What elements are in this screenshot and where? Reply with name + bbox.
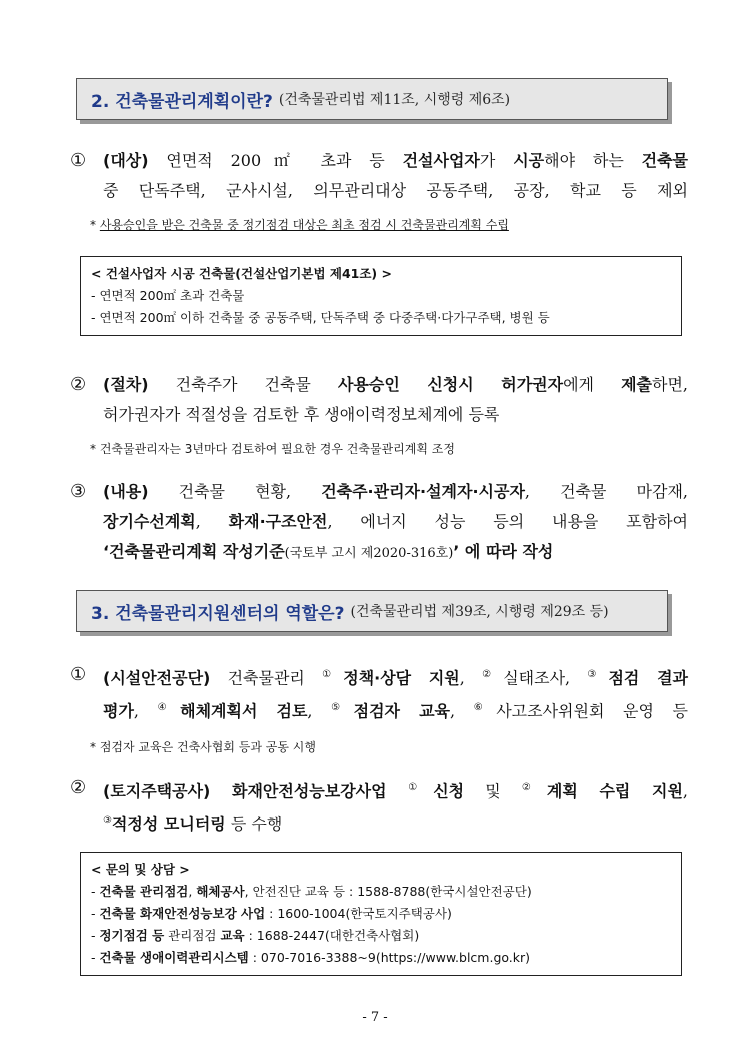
item-line-1: (절차) 건축주가 건축물 사용승인 신청시 허가권자에게 제출하면, bbox=[103, 375, 688, 394]
section-2-subtitle: (건축물관리법 제11조, 시행령 제6조) bbox=[278, 92, 511, 108]
item-number: ① bbox=[70, 664, 87, 685]
item-line-1: (대상) 연면적 200㎡ 초과 등 건설사업자가 시공해야 하는 건축물 bbox=[103, 151, 689, 170]
section-3-note-1: * 점검자 교육은 건축사협회 등과 공동 시행 bbox=[90, 740, 316, 754]
box-header: < 건설사업자 시공 건축물(건설산업기본법 제41조) > bbox=[91, 266, 392, 281]
section-2-title: 2. 건축물관리계획이란? bbox=[91, 91, 273, 112]
item-line-2: 중 단독주택, 군사시설, 의무관리대상 공동주택, 공장, 학교 등 제외 bbox=[103, 181, 688, 200]
item-line-2: 장기수선계획, 화재·구조안전, 에너지 성능 등의 내용을 포함하여 bbox=[103, 512, 689, 531]
contact-row: - 건축물 생애이력관리시스템 : 070-7016-3388~9(https://www.blcm.go.kr) bbox=[91, 950, 531, 965]
item-number: ① bbox=[70, 150, 87, 171]
section-3-item-kistec bbox=[70, 660, 690, 727]
item-number: ② bbox=[70, 777, 87, 798]
item-line-3: ‘건축물관리계획 작성기준(국토부 고시 제2020-316호)’ 에 따라 작성 bbox=[103, 542, 554, 561]
contact-row: - 건축물 관리점검, 해체공사, 안전진단 교육 등 : 1588-8788(한국시설안전공단) bbox=[91, 884, 532, 899]
item-line-1: (토지주택공사) 화재안전성능보강사업 ①신청 및 ②계획 수립 지원, bbox=[103, 781, 689, 801]
item-line-2: ③적정성 모니터링 등 수행 bbox=[103, 814, 283, 834]
contact-row: - 건축물 화재안전성능보강 사업 : 1600-1004(한국토지주택공사) bbox=[91, 906, 452, 921]
section-3-heading bbox=[76, 590, 668, 632]
contractor-building-box bbox=[80, 256, 682, 336]
section-3-subtitle: (건축물관리법 제39조, 시행령 제29조 등) bbox=[350, 604, 609, 620]
section-2-item-procedure bbox=[70, 370, 690, 430]
item-line-2: 평가, ④해체계획서 검토, ⑤점검자 교육, ⑥사고조사위원회 운영 등 bbox=[103, 701, 689, 721]
page-number: - 7 - bbox=[362, 1010, 388, 1025]
box-row: - 연면적 200㎡ 초과 건축물 bbox=[91, 288, 245, 303]
section-3-item-lh bbox=[70, 773, 690, 840]
box-row: - 연면적 200㎡ 이하 건축물 중 공동주택, 단독주택 중 다중주택·다가구주택, 병원 등 bbox=[91, 310, 550, 325]
item-line-1: (시설안전공단) 건축물관리 ①정책·상담 지원, ②실태조사, ③점검 결과 bbox=[103, 668, 688, 688]
section-2-heading bbox=[76, 78, 668, 120]
section-3-title: 3. 건축물관리지원센터의 역할은? bbox=[91, 603, 345, 624]
item-number: ③ bbox=[70, 481, 87, 502]
section-2-note-1: * 사용승인을 받은 건축물 중 정기점검 대상은 최초 점검 시 건축물관리계획 수립 bbox=[90, 218, 509, 232]
section-2-item-target bbox=[70, 146, 690, 206]
item-line-1: (내용) 건축물 현황, 건축주·관리자·설계자·시공자, 건축물 마감재, bbox=[103, 482, 688, 501]
contact-row: - 정기점검 등 관리점검 교육 : 1688-2447(대한건축사협회) bbox=[91, 928, 420, 943]
section-2-item-content bbox=[70, 477, 690, 569]
item-line-2: 허가권자가 적절성을 검토한 후 생애이력정보체계에 등록 bbox=[103, 405, 500, 424]
box-header: < 문의 및 상담 > bbox=[91, 862, 190, 877]
section-2-note-2: * 건축물관리자는 3년마다 검토하여 필요한 경우 건축물관리계획 조정 bbox=[90, 442, 455, 456]
contact-box bbox=[80, 852, 682, 976]
item-number: ② bbox=[70, 374, 87, 395]
